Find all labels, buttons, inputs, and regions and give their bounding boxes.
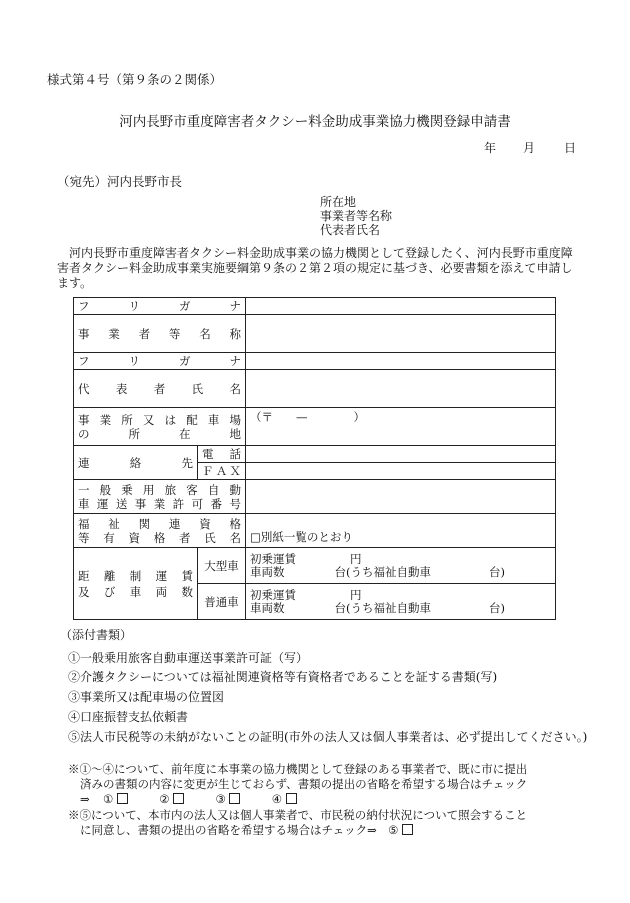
furigana-label-1: フ リ ガ ナ <box>74 298 246 315</box>
representative-label: 代表者氏名 <box>320 223 381 237</box>
check-label-5: ⑤ <box>388 823 399 837</box>
checkbox-5[interactable] <box>402 824 413 835</box>
note-2 <box>68 808 527 838</box>
postal-code-field: （〒 — ） <box>250 410 365 424</box>
large-car-count-row <box>250 566 551 579</box>
large-car-welfare-label: 台(うち福祉自動車 <box>334 564 431 579</box>
date-year-label: 年 <box>484 141 497 155</box>
large-car-base-fare-label: 初乗運賃 <box>250 551 296 566</box>
welfare-qualified-label-line2: 等有資格者氏名 <box>78 530 241 545</box>
note-2-line1: ※⑤について、本市内の法人又は個人事業者で、市民税の納付状況について照会すること <box>68 808 528 822</box>
checkbox-4[interactable] <box>286 793 297 804</box>
attachment-item: ②介護タクシーについては福祉関連資格等有資格者であることを証する書類(写) <box>68 670 498 684</box>
check-label-3: ③ <box>215 792 226 806</box>
attachment-item: ④口座振替支払依頼書 <box>68 710 189 724</box>
business-name-label: 事業者等名称 <box>320 209 393 223</box>
body-text: 河内長野市重度障害者タクシー料金助成事業の協力機関として登録したく、河内長野市重度障害者タクシー料金助成事業実施要綱第９条の２第２項の規定に基づき、必要書類を添えて申請します。 <box>57 246 573 290</box>
date-month-label: 月 <box>523 141 536 155</box>
large-car-yen-label: 円 <box>350 551 362 566</box>
applicant-block <box>320 195 392 237</box>
representative-field[interactable] <box>246 370 556 408</box>
furigana-field-2[interactable] <box>246 353 556 370</box>
addressee: （宛先）河内長野市長 <box>57 174 183 189</box>
document-title: 河内長野市重度障害者タクシー料金助成事業協力機関登録申請書 <box>119 114 511 130</box>
office-location-label <box>74 408 246 446</box>
attachments-heading: （添付書類） <box>60 628 133 642</box>
normal-car-count-row <box>250 602 551 615</box>
fare-vehicles-label <box>74 548 198 620</box>
note-1-line2: 済みの書類の内容に変更が生じておらず、書類の提出の省略を希望する場合はチェック <box>80 777 528 791</box>
contact-label: 連 絡 先 <box>74 446 198 480</box>
fax-label: ＦＡＸ <box>198 463 246 480</box>
normal-car-field[interactable] <box>246 584 556 620</box>
note-1 <box>68 762 527 792</box>
fare-vehicles-label-line1: 距離制運賃 <box>78 568 193 583</box>
attachment-item: ①一般乗用旅客自動車運送事業許可証（写） <box>68 651 309 665</box>
phone-label: 電話 <box>198 446 246 463</box>
application-table <box>73 297 556 620</box>
normal-car-yen-label: 円 <box>350 587 362 602</box>
note-2-line2 <box>68 823 527 838</box>
attachment-item: ⑤法人市民税等の未納がないことの証明(市外の法人又は個人事業者は、必ず提出してください。) <box>68 730 588 744</box>
representative-row-label: 代表者氏名 <box>74 370 246 408</box>
business-name-row-label: 事業者等名称 <box>74 315 246 353</box>
check-label-1: ① <box>102 792 114 806</box>
separate-list-checkbox[interactable]: □別紙一覧のとおり <box>250 530 353 544</box>
note-1-arrow: ⇒ <box>80 792 90 806</box>
check-label-4: ④ <box>271 792 283 806</box>
checkbox-2[interactable] <box>173 793 184 804</box>
large-car-field[interactable] <box>246 548 556 584</box>
large-car-units-close: 台) <box>489 564 505 579</box>
checkbox-1[interactable] <box>117 793 128 804</box>
office-location-field[interactable] <box>246 408 556 446</box>
phone-field[interactable] <box>246 446 556 463</box>
normal-car-base-fare-label: 初乗運賃 <box>250 587 296 602</box>
office-location-label-line2: の 所 在 地 <box>78 426 241 441</box>
fax-field[interactable] <box>246 463 556 480</box>
office-location-label-line1: 事業所又は配車場 <box>78 412 241 427</box>
license-number-label-line1: 一般乗用旅客自動 <box>78 482 241 497</box>
license-number-label <box>74 480 246 514</box>
date-day-label: 日 <box>564 141 577 155</box>
large-car-count-label: 車両数 <box>250 564 285 579</box>
normal-car-units-close: 台) <box>489 600 505 615</box>
welfare-qualified-label-line1: 福祉関連資格 <box>78 516 241 531</box>
normal-car-welfare-label: 台(うち福祉自動車 <box>334 600 431 615</box>
welfare-qualified-label <box>74 514 246 548</box>
normal-car-label: 普通車 <box>198 584 246 620</box>
note-1-checkboxes <box>80 792 297 806</box>
furigana-label-2: フ リ ガ ナ <box>74 353 246 370</box>
note-2-line2-text: に同意し、書類の提出の省略を希望する場合はチェック⇒ <box>80 823 377 837</box>
form-number: 様式第４号（第９条の２関係） <box>47 72 223 87</box>
attachment-item: ③事業所又は配車場の位置図 <box>68 690 225 704</box>
welfare-qualified-field[interactable] <box>246 514 556 548</box>
checkbox-3[interactable] <box>229 793 240 804</box>
license-number-label-line2: 車運送事業許可番号 <box>78 496 241 511</box>
fare-vehicles-label-line2: 及び車両数 <box>78 584 193 599</box>
furigana-field-1[interactable] <box>246 298 556 315</box>
note-1-line1: ※①～④について、前年度に本事業の協力機関として登録のある事業者で、既に市に提出 <box>68 762 528 776</box>
license-number-field[interactable] <box>246 480 556 514</box>
business-name-field[interactable] <box>246 315 556 353</box>
address-label: 所在地 <box>320 195 357 209</box>
normal-car-count-label: 車両数 <box>250 600 285 615</box>
large-car-label: 大型車 <box>198 548 246 584</box>
check-label-2: ② <box>159 792 170 806</box>
